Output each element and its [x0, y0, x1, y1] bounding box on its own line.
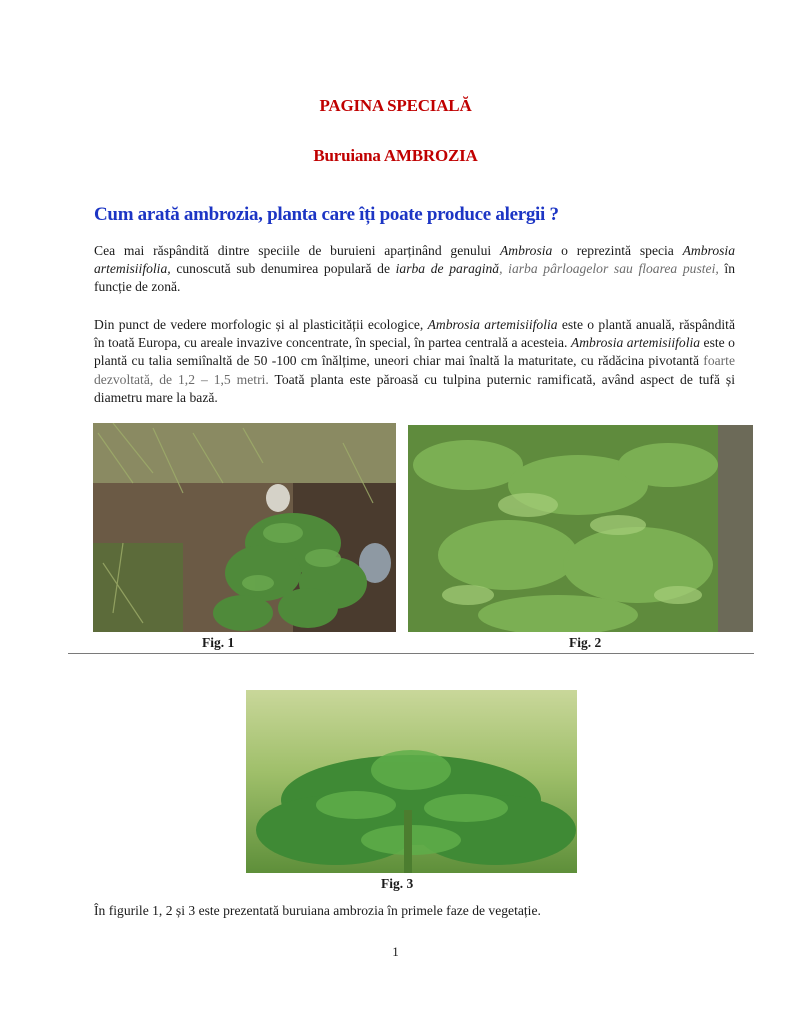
page-title: PAGINA SPECIALĂ [319, 96, 472, 115]
morphology-paragraph: Din punct de vedere morfologic și al plasticității ecologice, Ambrosia artemisiifolia este o plantă anuală, răspândită în toată Europa, cu areale invazive concentrate, în special, în partea centrală a acesteia. Ambrosia artemisiifolia este o plantă cu talia semiînaltă de 50 -100 cm înălțime, uneori chiar mai înaltă la maturitate, cu rădăcina pivotantă foarte dezvoltată, de 1,2 – 1,5 metri. Toată planta este păroasă cu tulpina puternic ramificată, având aspect de tufă și diametru mare la bază. [94, 317, 735, 405]
divider-line [68, 653, 754, 654]
figure-1-photo [93, 423, 396, 632]
figure-1-caption: Fig. 1 [202, 635, 235, 650]
figure-2-caption: Fig. 2 [569, 635, 602, 650]
closing-paragraph: În figurile 1, 2 și 3 este prezentată buruiana ambrozia în primele faze de vegetație. [94, 903, 541, 918]
figure-3-caption: Fig. 3 [381, 876, 414, 891]
page-number: 1 [392, 944, 399, 959]
page-subtitle: Buruiana AMBROZIA [313, 146, 478, 165]
figure-3-photo [246, 690, 577, 873]
figure-2-photo [408, 425, 753, 632]
section-heading: Cum arată ambrozia, planta care îți poate produce alergii ? [94, 204, 559, 225]
intro-paragraph: Cea mai răspândită dintre speciile de buruieni aparținând genului Ambrosia o reprezintă specia Ambrosia artemisiifolia, cunoscută sub denumirea populară de iarba de paragină, iarba pârloagelor sau floarea pustei, în funcție de zonă. [94, 243, 735, 295]
